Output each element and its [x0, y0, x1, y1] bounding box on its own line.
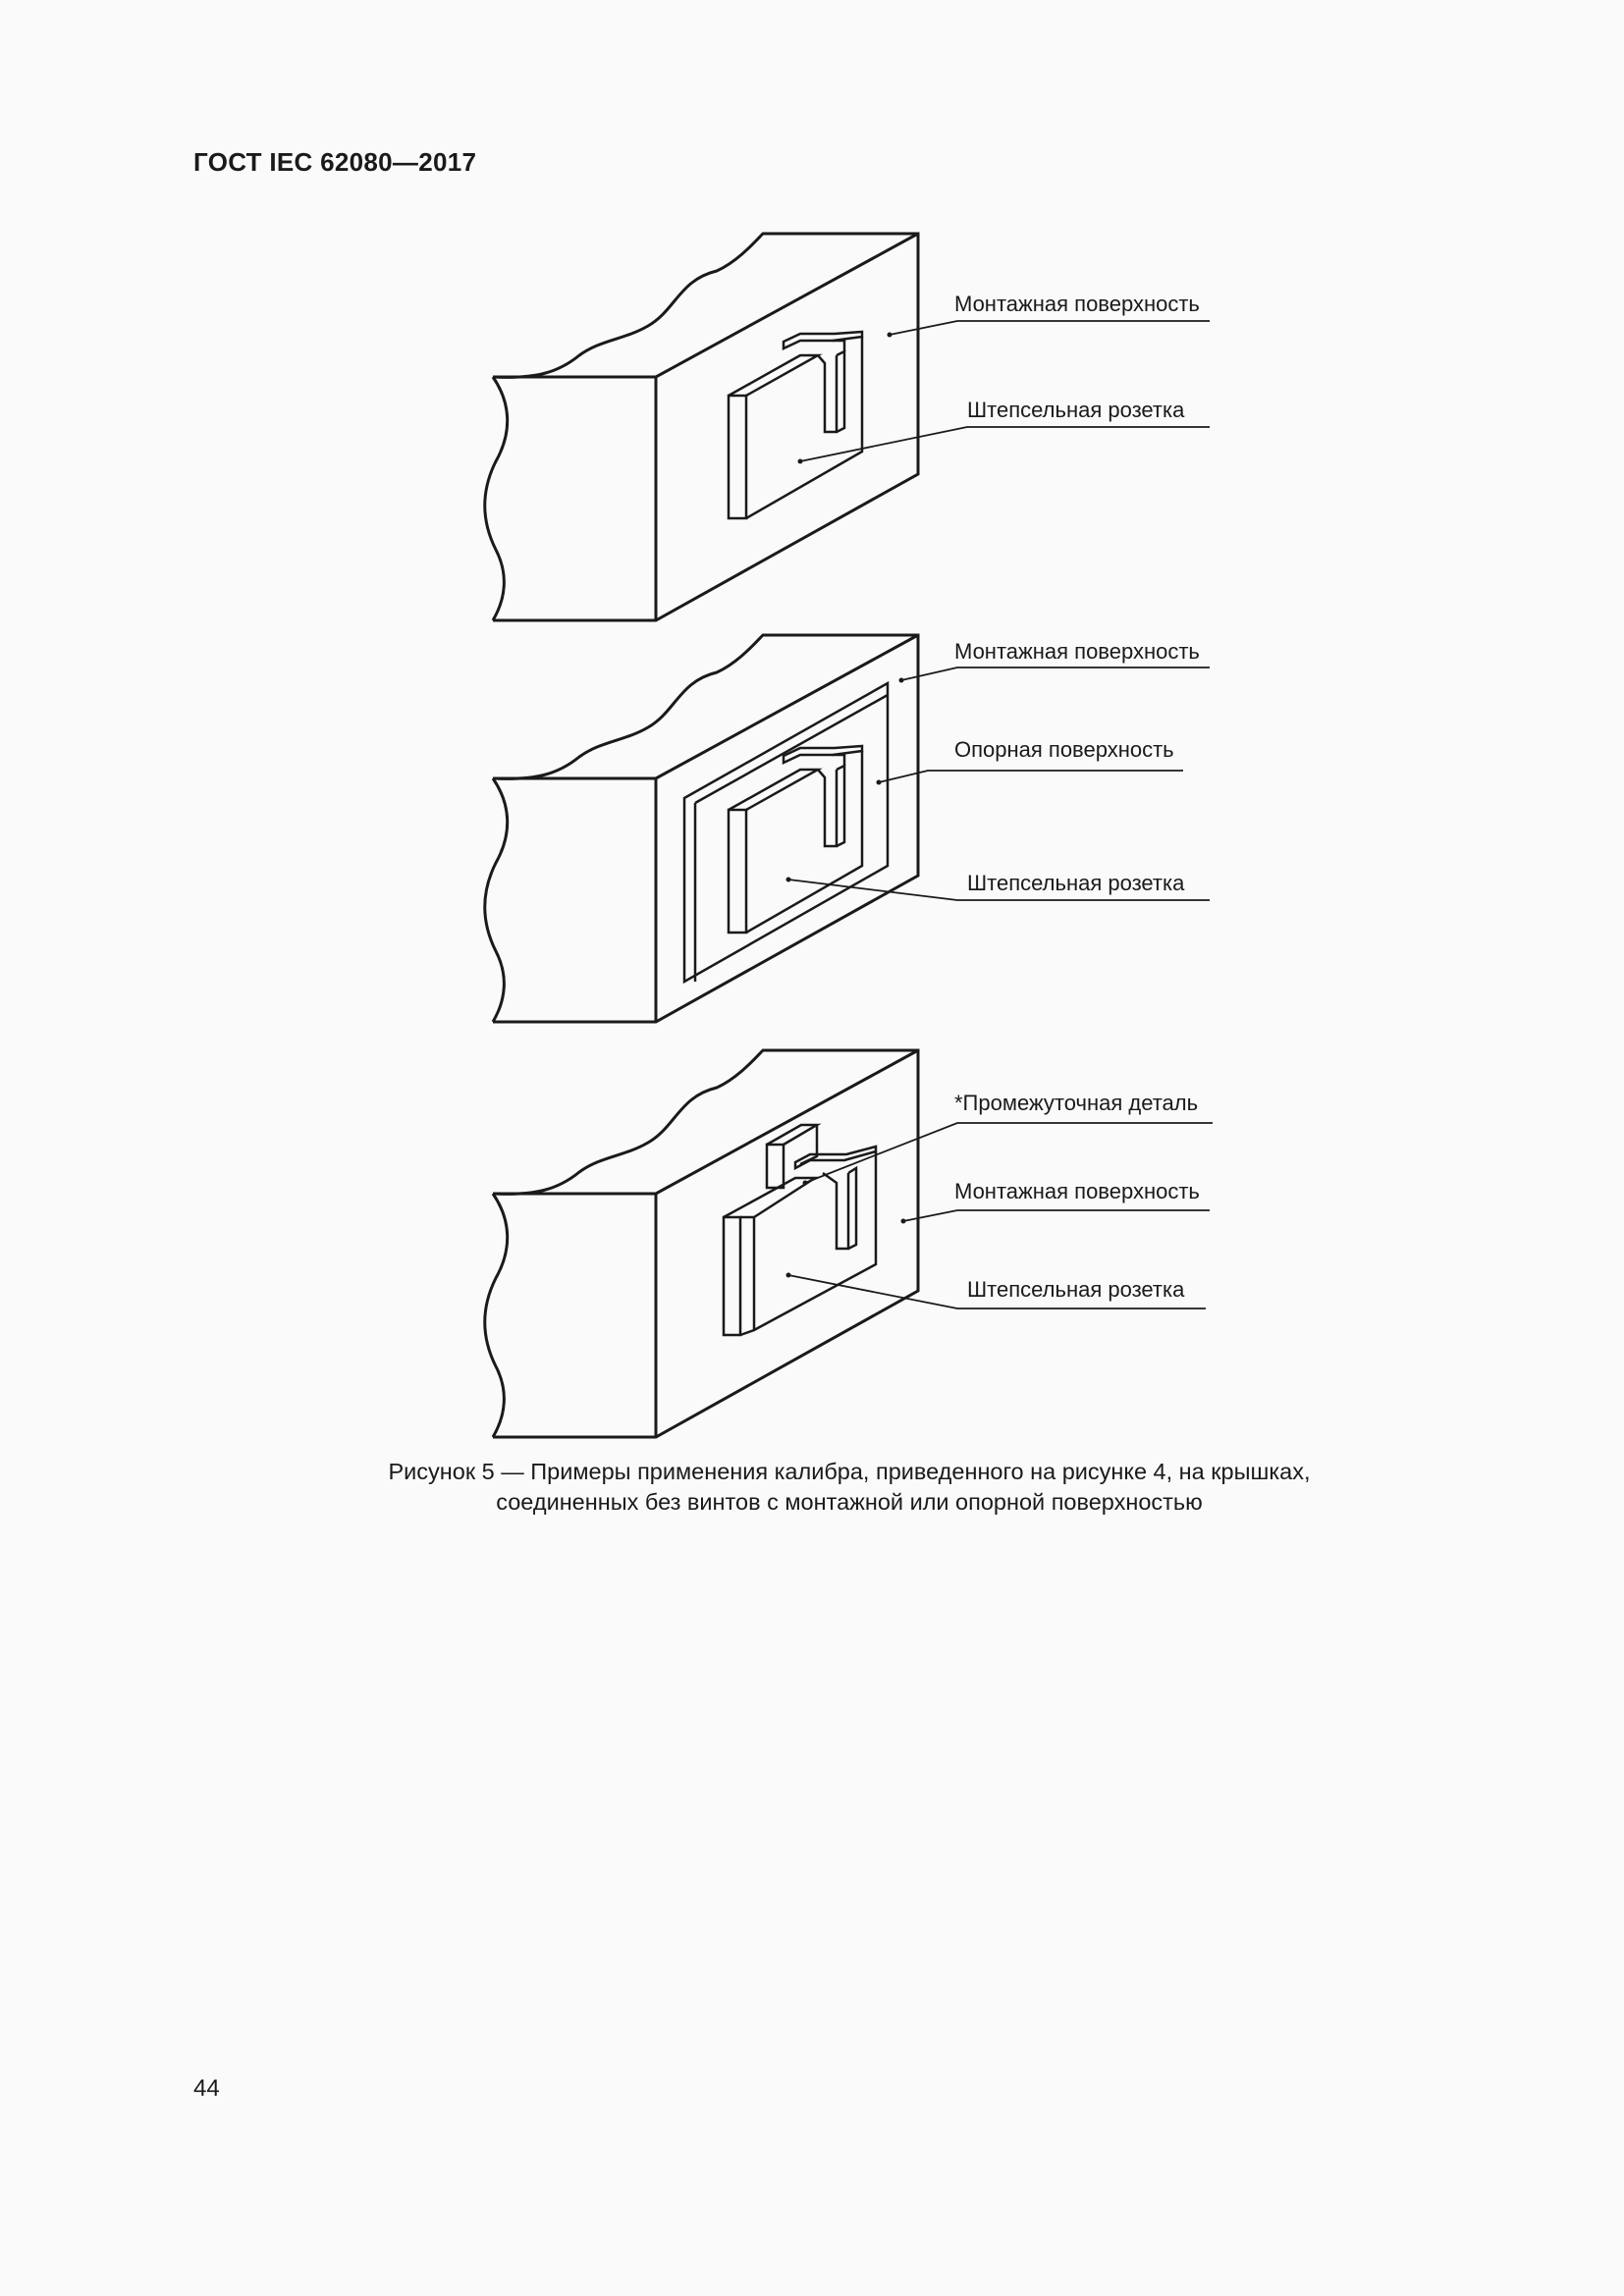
- wall-block-3: [485, 1050, 918, 1437]
- label-mounting-surface-3: Монтажная поверхность: [954, 1179, 1200, 1203]
- document-header: ГОСТ IEC 62080—2017: [193, 147, 477, 177]
- socket-3: [724, 1147, 876, 1335]
- caption-line-1: Рисунок 5 — Примеры применения калибра, приведенного на рисунке 4, на крышках,: [388, 1459, 1311, 1484]
- panel-2: [485, 635, 1210, 1022]
- panel-3: [485, 1050, 1213, 1437]
- wall-block-1: [485, 234, 918, 620]
- label-support-surface-2: Опорная поверхность: [954, 737, 1174, 762]
- page-number: 44: [193, 2075, 220, 2102]
- label-intermediate-part-3: *Промежуточная деталь: [954, 1091, 1199, 1115]
- label-mounting-surface-2: Монтажная поверхность: [954, 639, 1200, 664]
- wall-block-2: [485, 635, 918, 1022]
- socket-1: [729, 332, 862, 518]
- label-socket-3: Штепсельная розетка: [967, 1277, 1185, 1302]
- support-plate-2: [684, 683, 888, 982]
- label-socket-2: Штепсельная розетка: [967, 871, 1185, 895]
- label-mounting-surface-1: Монтажная поверхность: [954, 292, 1200, 316]
- caption-line-2: соединенных без винтов с монтажной или опорной поверхностью: [496, 1489, 1203, 1515]
- label-socket-1: Штепсельная розетка: [967, 398, 1185, 422]
- figure-caption: [295, 1457, 1404, 1518]
- panel-1: [485, 234, 1210, 620]
